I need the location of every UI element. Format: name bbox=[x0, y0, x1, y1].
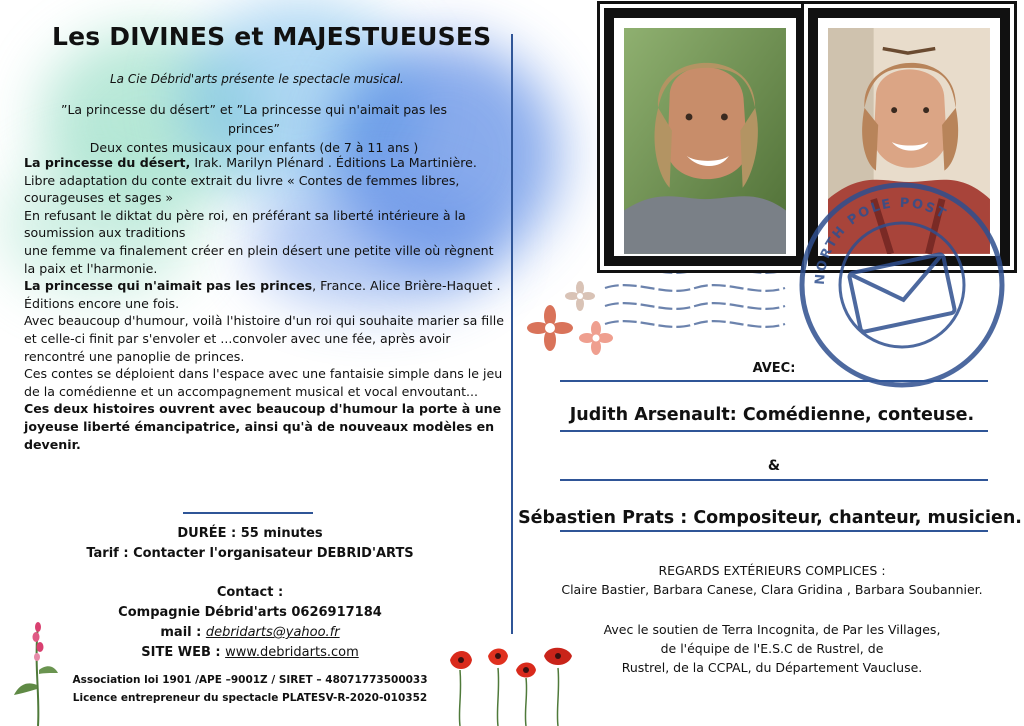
subtitle-line: ”La princesse du désert” et ”La princesse qui n'aimait pas les princes” bbox=[60, 102, 448, 136]
ampersand: & bbox=[767, 458, 781, 474]
story2-title: La princesse qui n'aimait pas les princes bbox=[24, 278, 313, 294]
price: Tarif : Contacter l'organisateur DEBRID'ARTS bbox=[86, 546, 414, 561]
story1-text: En refusant le diktat du père roi, en préférant sa liberté intérieure à la soumission aux traditions bbox=[24, 207, 466, 241]
subtitle-line: Deux contes musicaux pour enfants (de 7 à 11 ans ) bbox=[89, 140, 419, 155]
contact-heading: Contact : bbox=[216, 585, 284, 600]
duration: DURÉE : 55 minutes bbox=[177, 526, 323, 541]
support-line: de l'équipe de l'E.S.C de Rustrel, de bbox=[660, 641, 884, 656]
website-link[interactable]: www.debridarts.com bbox=[225, 645, 359, 660]
story2-text: Avec beaucoup d'humour, voilà l'histoire d'un roi qui souhaite marier sa fille et celle-ci finit par s'envoler et ...convoler avec une fée, après avoir rencontré une panoplie de princes. bbox=[24, 313, 504, 364]
stamp-frame-sebastien bbox=[604, 8, 806, 266]
show-info bbox=[40, 524, 460, 564]
association-line: Association loi 1901 /APE –9001Z / SIRET – 48071773500033 bbox=[72, 674, 428, 686]
regards-heading: REGARDS EXTÉRIEURS COMPLICES : bbox=[658, 563, 886, 578]
page-title: Les DIVINES et MAJESTUEUSES bbox=[52, 22, 492, 51]
rule-line bbox=[560, 530, 988, 532]
mail-label: mail : bbox=[160, 625, 206, 640]
regards-block bbox=[530, 561, 1014, 599]
story1-paragraph bbox=[24, 154, 506, 172]
subtitle bbox=[34, 100, 474, 157]
rule-line bbox=[560, 380, 988, 382]
support-block bbox=[530, 620, 1014, 677]
portrait-photo-man bbox=[624, 28, 786, 254]
section-divider bbox=[183, 512, 313, 514]
conclusion: Ces deux histoires ouvrent avec beaucoup d'humour la porte à une joyeuse liberté émancipatrice, ainsi qu'à de nouveaux modèles en devenir. bbox=[24, 401, 502, 452]
avec-heading: AVEC: bbox=[752, 361, 796, 376]
company-phone: Compagnie Débrid'arts 0626917184 bbox=[118, 605, 382, 620]
support-line: Avec le soutien de Terra Incognita, de Par les Villages, bbox=[603, 622, 941, 637]
intro-line: La Cie Débrid'arts présente le spectacle musical. bbox=[110, 72, 404, 86]
support-line: Rustrel, de la CCPAL, du Département Vaucluse. bbox=[621, 660, 923, 675]
rule-line bbox=[560, 430, 988, 432]
story1-text: une femme va finalement créer en plein désert une petite ville où règnent la paix et l'harmonie. bbox=[24, 242, 494, 276]
story2-source: , France. Alice Brière-Haquet . Éditions encore une fois. bbox=[24, 278, 501, 311]
regards-names: Claire Bastier, Barbara Canese, Clara Gridina , Barbara Soubannier. bbox=[561, 582, 983, 597]
story2-text: Ces contes se déploient dans l'espace avec une fantaisie simple dans le jeu de la comédienne et un accompagnement musical et vocal envoutant... bbox=[24, 366, 503, 399]
story2-paragraph bbox=[24, 277, 506, 312]
decorative-flowers bbox=[522, 280, 622, 360]
website-row bbox=[40, 643, 460, 663]
mail-row bbox=[40, 623, 460, 643]
column-divider bbox=[511, 34, 513, 634]
mail-link[interactable]: debridarts@yahoo.fr bbox=[205, 625, 340, 640]
story1-text: Libre adaptation du conte extrait du livre « Contes de femmes libres, courageuses et sages » bbox=[24, 172, 460, 206]
contact-block bbox=[40, 583, 460, 663]
performer-sebastien: Sébastien Prats : Compositeur, chanteur, musicien. bbox=[518, 508, 1022, 528]
rule-line bbox=[560, 479, 988, 481]
performer-judith: Judith Arsenault: Comédienne, conteuse. bbox=[569, 405, 975, 425]
description bbox=[24, 154, 506, 453]
license-line: Licence entrepreneur du spectacle PLATESV-R-2020-010352 bbox=[72, 692, 428, 704]
legal-info bbox=[40, 671, 460, 707]
story1-source: Irak. Marilyn Plénard . Éditions La Martinière. bbox=[190, 155, 477, 170]
story1-title: La princesse du désert, bbox=[24, 155, 191, 170]
postmark-text: NORTH POLE POST bbox=[812, 195, 950, 286]
website-label: SITE WEB : bbox=[141, 645, 226, 660]
foxglove-illustration bbox=[10, 615, 60, 726]
